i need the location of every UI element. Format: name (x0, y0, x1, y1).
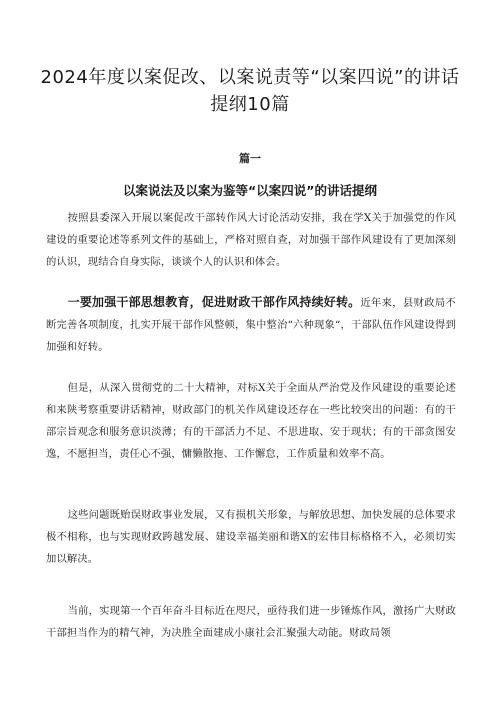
paragraph-4 (46, 504, 456, 570)
paragraph-2 (46, 291, 456, 358)
paragraph-text: 近年来，县财政局不断完善各项制度，扎实开展干部作风整顿，集中整治“六种现象“，干部队伍作风建设得到加强和好转。 (46, 297, 456, 353)
paragraph-text: 按照县委深入开展以案促改干部转作风大讨论活动安排，我在学X关于加强党的作风建设的重要论述等系列文件的基础上，严格对照自查，对加强干部作风建设有了更加深刻的认识，现结合自身实际，谈谈个人的认识和体会。 (46, 212, 456, 268)
paragraph-text: 但是，从深入贯彻党的二十大精神，对标X关于全面从严治党及作风建设的重要论述和来陕考察重要讲话精神，财政部门的机关作风建设还存在一些比较突出的问题：有的干部宗旨观念和服务意识淡薄；有的干部活力不足、不思进取、安于现状；有的干部贪图安逸，不愿担当，责任心不强，慵懒散拖、工作懈怠，工作质量和效率不高。 (46, 382, 456, 460)
paragraph-lead: 一要加强干部思想教育，促进财政干部作风持续好转。 (67, 295, 361, 309)
document-title: 2024年度以案促改、以案说责等“以案四说”的讲话提纲10篇 (40, 67, 460, 115)
paragraph-3 (46, 377, 456, 465)
paragraph-text: 这些问题既贻误财政事业发展，又有损机关形象，与解放思想、加快发展的总体要求极不相称，也与实现财政跨越发展、建设幸福美丽和谐X的宏伟目标格格不入，必须切实加以解决。 (46, 509, 456, 565)
paragraph-text: 当前，实现第一个百年奋斗目标近在咫尺，亟待我们进一步锤炼作风，激扬广大财政干部担当作为的精气神，为决胜全面建成小康社会汇聚强大动能。财政局领 (46, 605, 456, 639)
section-label: 篇一 (239, 152, 261, 165)
paragraph-5 (46, 600, 456, 644)
section-heading: 以案说法及以案为鉴等“以案四说”的讲话提纲 (123, 183, 377, 198)
paragraph-1 (46, 207, 456, 273)
